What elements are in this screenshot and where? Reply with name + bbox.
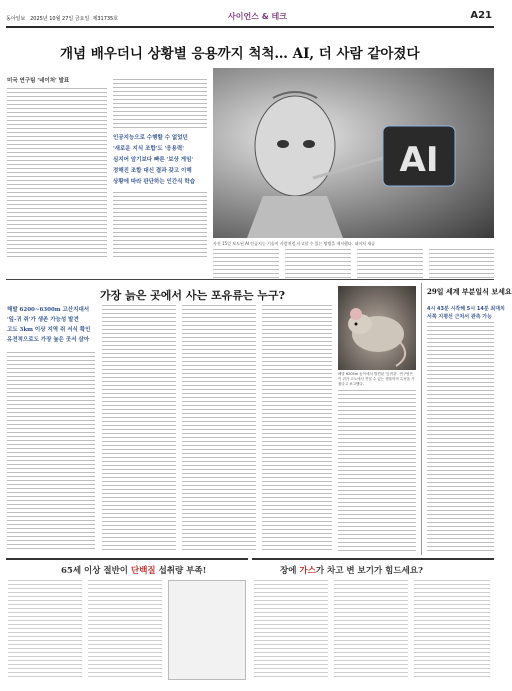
sidebar-lead: 4시 43분 시작해 5시 14분 최대치 — [427, 306, 505, 312]
second-article-col2 — [102, 305, 176, 552]
second-article-col4 — [262, 305, 332, 552]
sidebar-headline: 29일 세계 부분일식 보세요 — [427, 287, 512, 296]
main-article-col3 — [213, 249, 279, 279]
second-article-col3 — [182, 305, 256, 552]
ad-gas-headline: 장에 가스가 차고 변 보기가 힘드세요? — [280, 566, 423, 576]
ad-protein-col2 — [88, 580, 162, 678]
main-pullquote — [113, 133, 207, 188]
ad-gas-col2 — [334, 580, 408, 678]
ad-accent-word: 가스 — [299, 566, 316, 576]
second-headline: 가장 늙은 곳에서 사는 포유류는 누구? — [100, 289, 285, 302]
ad-protein-col1 — [8, 580, 82, 678]
main-article-col5 — [357, 249, 423, 279]
ai-hologram-text: AI — [399, 140, 439, 180]
ad-gas — [252, 558, 494, 682]
robot-caption: 사진 15일 보도된 AI 인공지능 기술이 사람처럼 사고할 수 있는 방법을 제시했다. 네이처 제공 — [213, 241, 376, 246]
header-meta — [6, 15, 118, 22]
pullquote-line: 인공지능으로 수행할 수 없었던 — [113, 135, 188, 141]
main-headline: 개념 배우더니 상황별 응용까지 척척… AI, 더 사람 같아졌다 — [60, 46, 420, 62]
main-article-col4 — [285, 249, 351, 279]
pullquote-line: '잎-귀 쥐'가 생존 가능성 발견 — [7, 317, 79, 323]
pullquote-line: 유전적으로도 가장 높은 곳서 살아 — [7, 337, 90, 343]
ad-gas-col3 — [414, 580, 490, 678]
rat-caption: 해발 6205m 높이에서 발견된 '잎귀쥐'. 연구팀은 이 쥐가 고도에서 견딜 수 있는 생물학적 특성을 가졌다고 보고했다. — [338, 372, 415, 386]
issue-number: 제31735호 — [92, 16, 119, 22]
second-article-col5 — [338, 390, 416, 552]
main-article-col6 — [429, 249, 494, 279]
second-pullquote — [7, 305, 95, 345]
ad-gas-col1 — [254, 580, 328, 678]
second-article-col1 — [7, 352, 95, 552]
section-title: 사이언스 & 테크 — [228, 12, 287, 21]
ad-accent-word: 단백질 — [130, 566, 156, 576]
sidebar-body — [427, 322, 494, 552]
robot-illustration — [213, 68, 494, 238]
rat-illustration — [338, 286, 416, 370]
robot-photo — [213, 68, 494, 238]
sidebar-divider — [421, 283, 422, 555]
section-divider — [6, 279, 494, 280]
sidebar-sublead: 서쪽 지평선 근처서 관측 가능 — [427, 314, 492, 320]
pullquote-line: 상황에 따라 판단하는 인간식 학습 — [113, 179, 196, 185]
pullquote-line: 심지어 암기보다 빠른 '보상 게임' — [113, 157, 194, 163]
paper-name: 동아일보 — [6, 16, 26, 22]
pullquote-line: 정해진 조합 대신 결과 갖고 이해 — [113, 168, 192, 174]
issue-date: 2025년 10월 27일 금요일 — [30, 16, 90, 22]
ad-protein — [6, 558, 248, 682]
rat-photo — [338, 286, 416, 370]
page-header — [6, 10, 494, 28]
main-article-col2-top — [113, 79, 207, 131]
page-number: A21 — [470, 10, 492, 21]
main-subhead: 미국 연구팀 '네이처' 발표 — [7, 78, 70, 84]
pullquote-line: 해발 6200~6300m 고산지대서 — [7, 307, 90, 313]
main-article-col2-bottom — [113, 192, 207, 260]
ad-protein-headline: 65세 이상 절반이 단백질 섭취량 부족! — [61, 566, 207, 576]
main-article-col1 — [7, 88, 107, 260]
pullquote-line: '새로운 지식 조합'도 '응용력' — [113, 146, 184, 152]
pullquote-line: 고도 3km 이상 지역 쥐 서식 확인 — [7, 327, 91, 333]
ad-protein-product-box — [168, 580, 246, 680]
